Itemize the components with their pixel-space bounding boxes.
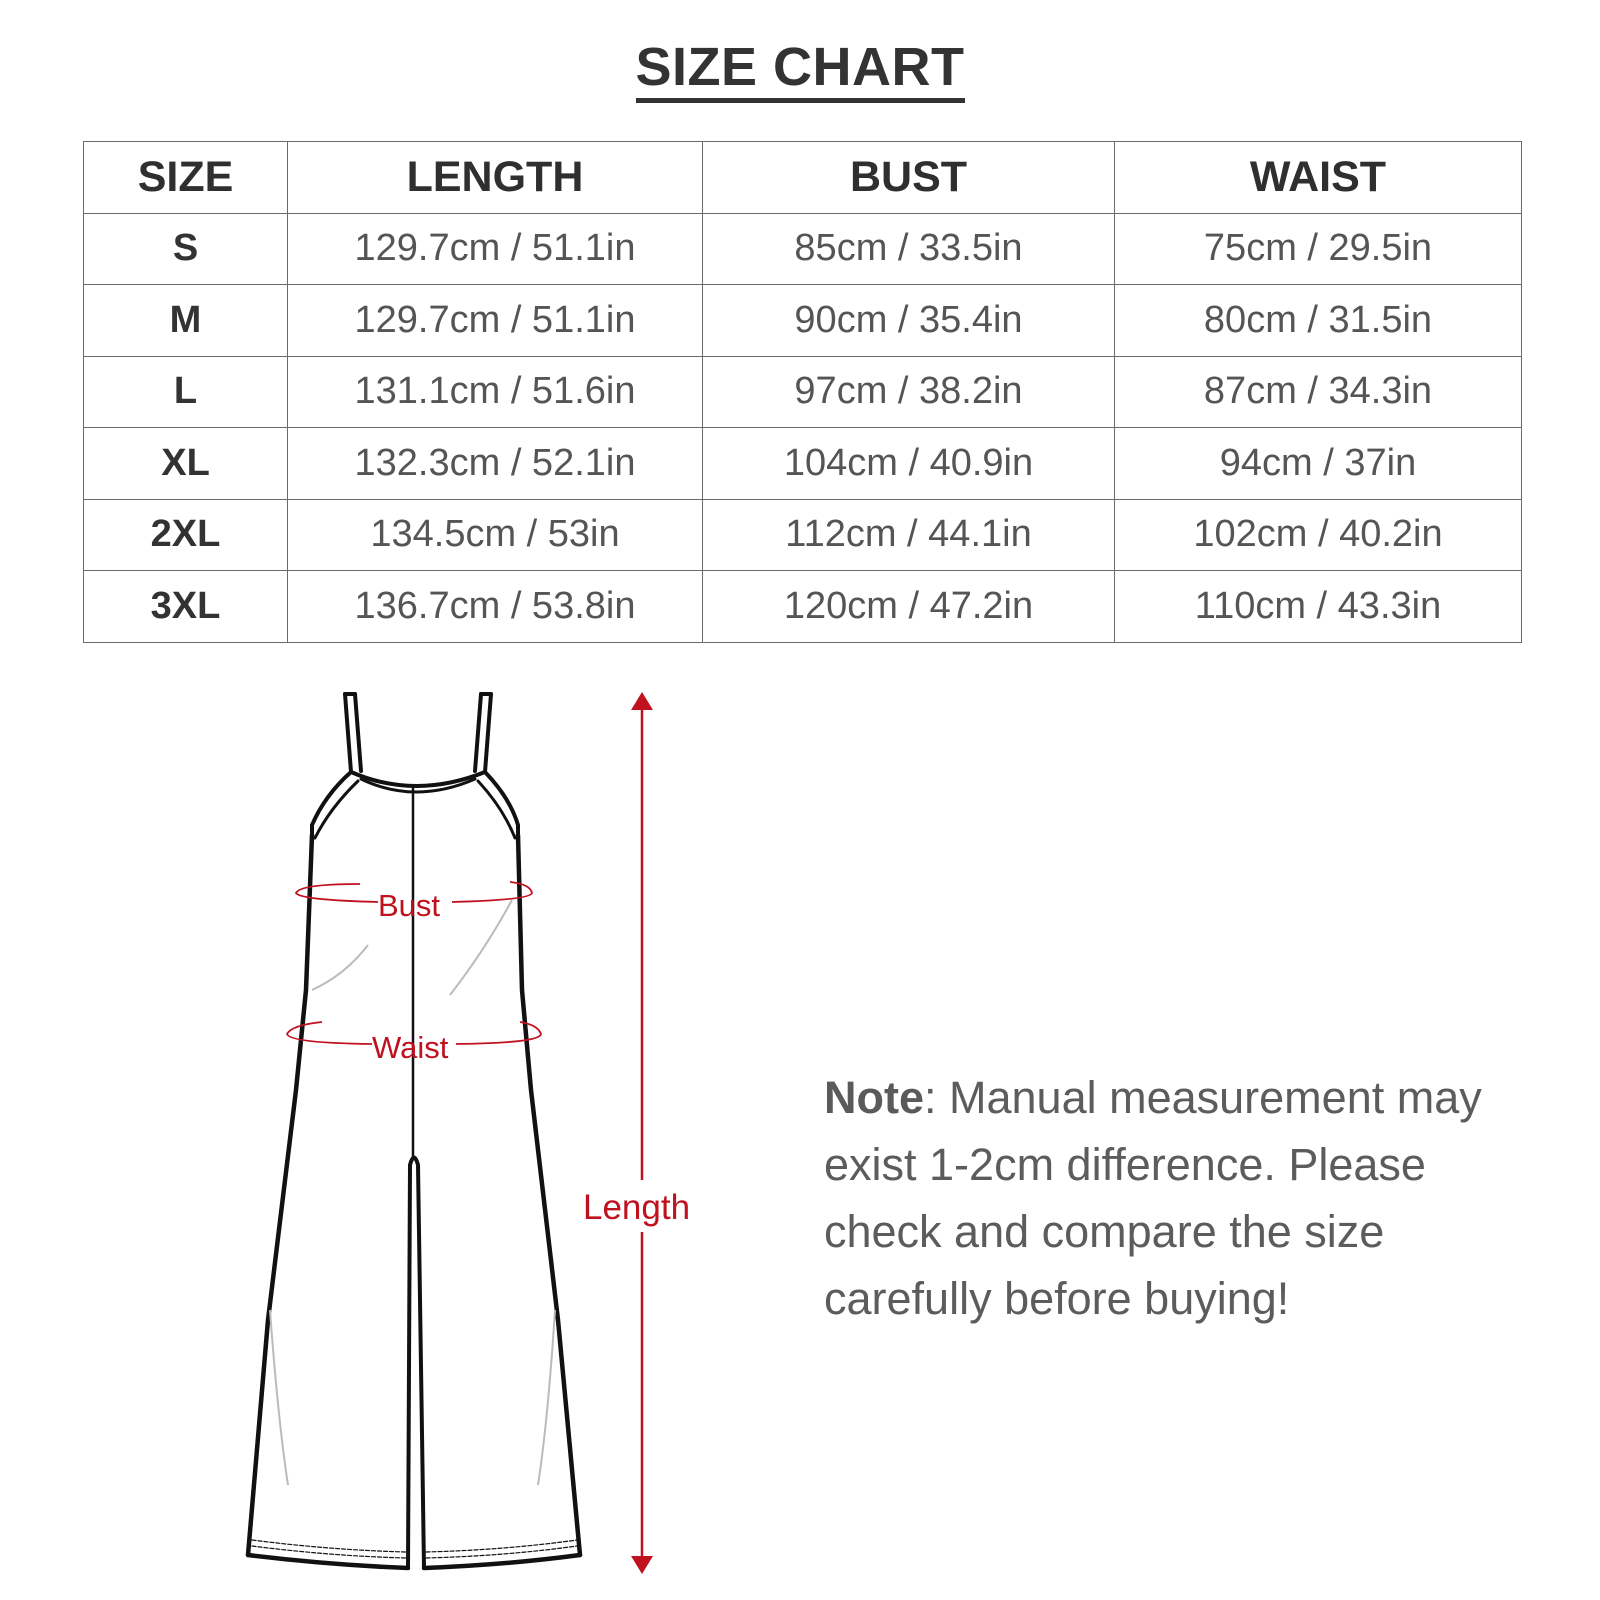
bust-cell: 90cm / 35.4in: [703, 285, 1115, 357]
length-cell: 129.7cm / 51.1in: [288, 213, 703, 285]
header-bust: BUST: [703, 142, 1115, 214]
size-cell: 2XL: [84, 499, 288, 571]
table-row: [84, 499, 1522, 571]
table-row: [84, 213, 1522, 285]
size-cell: S: [84, 213, 288, 285]
bust-cell: 120cm / 47.2in: [703, 571, 1115, 643]
waist-cell: 75cm / 29.5in: [1115, 213, 1522, 285]
length-arrow-icon: [631, 692, 653, 1574]
bust-label: Bust: [378, 888, 441, 923]
length-cell: 136.7cm / 53.8in: [288, 571, 703, 643]
size-cell: 3XL: [84, 571, 288, 643]
size-cell: M: [84, 285, 288, 357]
note-label: Note: [824, 1072, 924, 1123]
table-row: [84, 571, 1522, 643]
header-waist: WAIST: [1115, 142, 1522, 214]
waist-cell: 110cm / 43.3in: [1115, 571, 1522, 643]
note-text: [824, 1064, 1544, 1332]
bust-cell: 85cm / 33.5in: [703, 213, 1115, 285]
table-row: [84, 356, 1522, 428]
length-cell: 132.3cm / 52.1in: [288, 428, 703, 500]
length-cell: 134.5cm / 53in: [288, 499, 703, 571]
table-row: [84, 285, 1522, 357]
table-header-row: [84, 142, 1522, 214]
header-length: LENGTH: [288, 142, 703, 214]
size-chart-table: [83, 141, 1522, 643]
length-cell: 131.1cm / 51.6in: [288, 356, 703, 428]
note-body: : Manual measurement may exist 1-2cm difference. Please check and compare the size carefully before buying!: [824, 1072, 1482, 1324]
bust-cell: 112cm / 44.1in: [703, 499, 1115, 571]
size-cell: XL: [84, 428, 288, 500]
waist-cell: 102cm / 40.2in: [1115, 499, 1522, 571]
waist-label: Waist: [372, 1030, 449, 1065]
waist-cell: 94cm / 37in: [1115, 428, 1522, 500]
header-size: SIZE: [84, 142, 288, 214]
size-cell: L: [84, 356, 288, 428]
length-label: Length: [583, 1188, 691, 1227]
waist-cell: 87cm / 34.3in: [1115, 356, 1522, 428]
waist-cell: 80cm / 31.5in: [1115, 285, 1522, 357]
table-row: [84, 428, 1522, 500]
page-title: SIZE CHART: [636, 38, 965, 103]
bust-cell: 97cm / 38.2in: [703, 356, 1115, 428]
length-cell: 129.7cm / 51.1in: [288, 285, 703, 357]
page-title-wrap: [0, 38, 1600, 103]
bust-cell: 104cm / 40.9in: [703, 428, 1115, 500]
